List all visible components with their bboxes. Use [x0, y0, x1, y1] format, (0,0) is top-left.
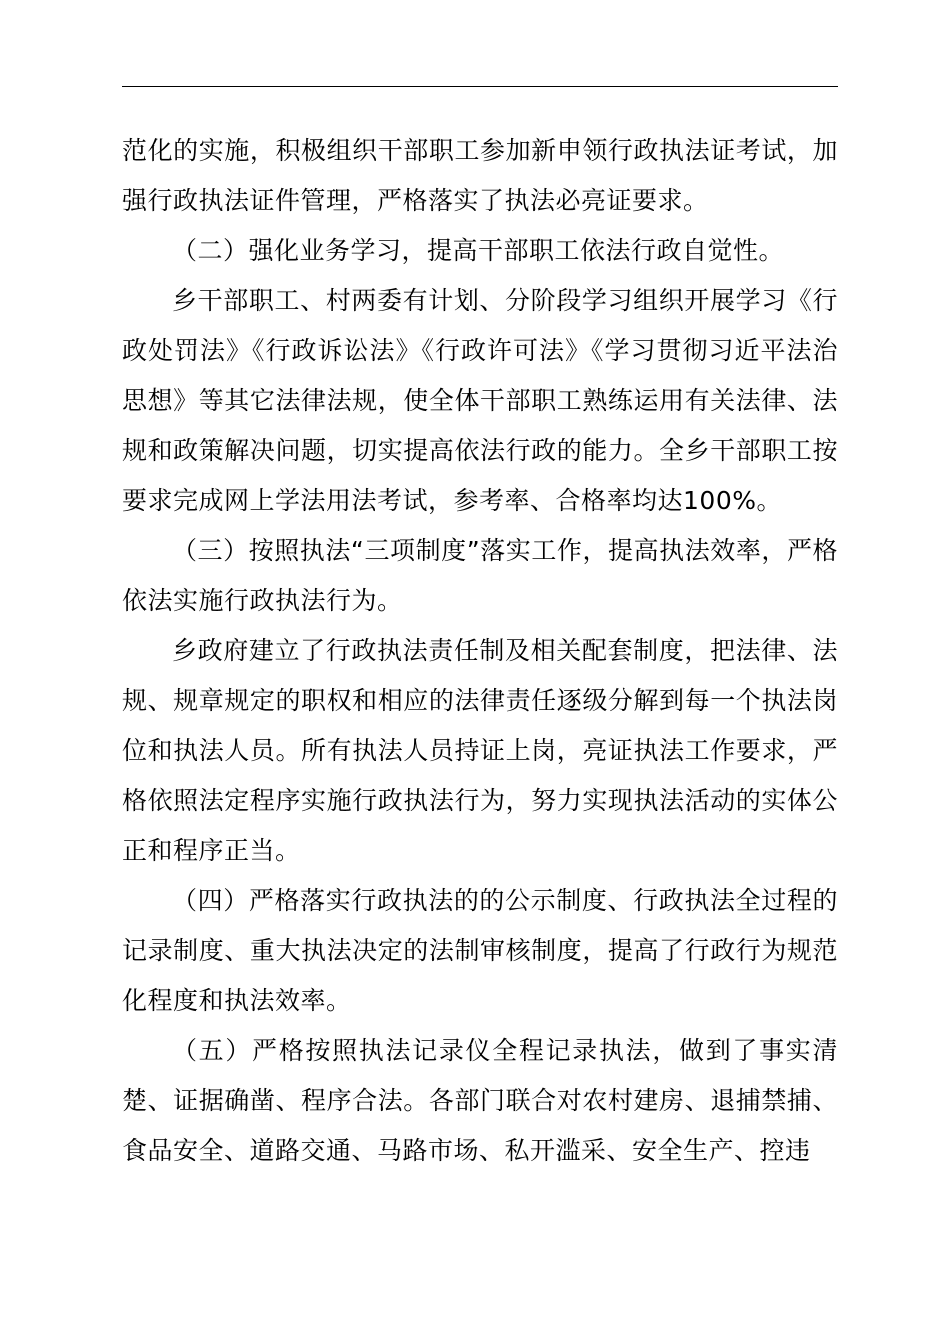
section-heading-5: （五）严格按照执法记录仪全程记录执法，做到了事实清楚、证据确凿、程序合法。各部门联合对农村建房、退捕禁捕、食品安全、道路交通、马路市场、私开滥采、安全生产、控违 — [122, 1036, 838, 1165]
paragraph-responsibility: 乡政府建立了行政执法责任制及相关配套制度，把法律、法规、规章规定的职权和相应的法律责任逐级分解到每一个执法岗位和执法人员。所有执法人员持证上岗，亮证执法工作要求，严格依照法定程序实施行政执法行为，努力实现执法活动的实体公正和程序正当。 — [122, 636, 838, 865]
section-heading-3: （三）按照执法“三项制度”落实工作，提高执法效率，严格依法实施行政执法行为。 — [122, 536, 838, 615]
paragraph-continuation: 范化的实施，积极组织干部职工参加新申领行政执法证考试，加强行政执法证件管理，严格落实了执法必亮证要求。 — [122, 136, 838, 215]
header-rule — [122, 86, 838, 87]
section-heading-2: （二）强化业务学习，提高干部职工依法行政自觉性。 — [172, 236, 785, 265]
document-body — [122, 126, 838, 1176]
paragraph-study: 乡干部职工、村两委有计划、分阶段学习组织开展学习《行政处罚法》《行政诉讼法》《行政许可法》《学习贯彻习近平法治思想》等其它法律法规，使全体干部职工熟练运用有关法律、法规和政策解决问题，切实提高依法行政的能力。全乡干部职工按要求完成网上学法用法考试，参考率、合格率均达100%。 — [122, 286, 838, 515]
section-heading-4: （四）严格落实行政执法的的公示制度、行政执法全过程的记录制度、重大执法决定的法制审核制度，提高了行政行为规范化程度和执法效率。 — [122, 886, 838, 1015]
